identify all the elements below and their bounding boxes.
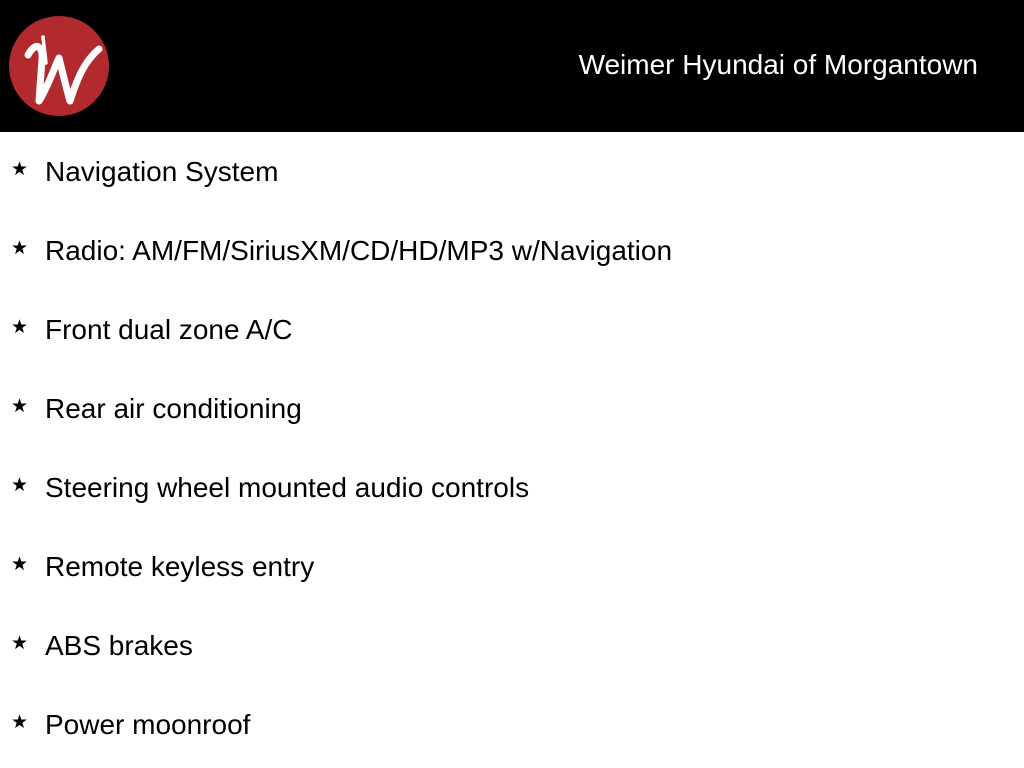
star-icon: ★ [11, 395, 29, 417]
star-icon: ★ [11, 237, 29, 259]
feature-label: Steering wheel mounted audio controls [45, 472, 530, 503]
star-icon: ★ [11, 711, 29, 733]
star-icon: ★ [11, 158, 29, 180]
feature-label: Remote keyless entry [45, 551, 315, 582]
star-icon: ★ [11, 632, 29, 654]
star-icon: ★ [11, 474, 29, 496]
feature-label: Power moonroof [45, 709, 251, 740]
dealer-name: Weimer Hyundai of Morgantown [578, 49, 978, 80]
page-header [0, 0, 1024, 132]
feature-label: Front dual zone A/C [45, 314, 293, 345]
feature-label: Radio: AM/FM/SiriusXM/CD/HD/MP3 w/Navigation [45, 235, 673, 266]
feature-list [0, 132, 1024, 768]
weimer-w-logo-icon [8, 15, 110, 117]
feature-label: Navigation System [45, 156, 279, 187]
star-icon: ★ [11, 316, 29, 338]
feature-label: ABS brakes [45, 630, 193, 661]
star-icon: ★ [11, 553, 29, 575]
feature-label: Rear air conditioning [45, 393, 302, 424]
